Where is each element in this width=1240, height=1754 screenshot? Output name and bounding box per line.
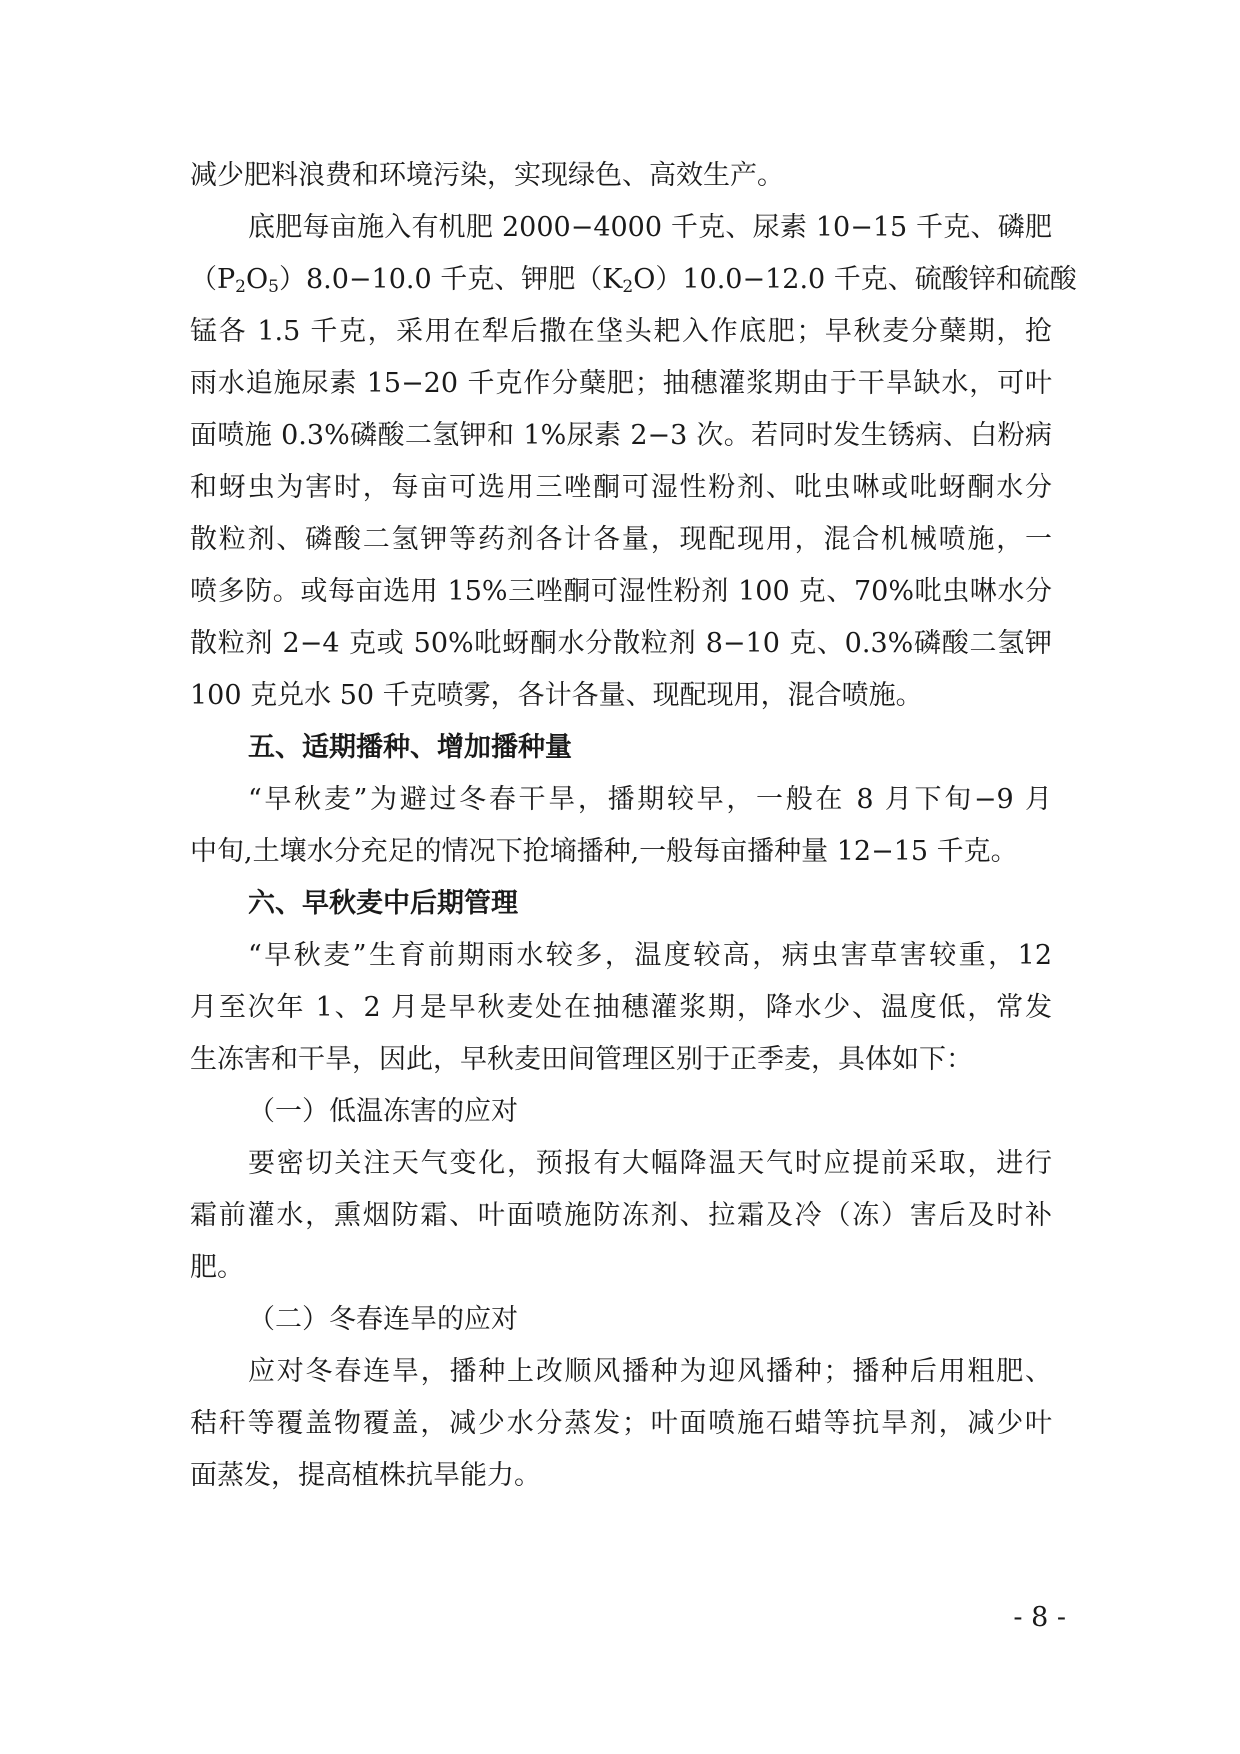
paragraph-line: “早秋麦”生育前期雨水较多，温度较高，病虫害草害较重，12 bbox=[248, 940, 1052, 971]
paragraph-line: 面蒸发，提高植株抗旱能力。 bbox=[190, 1460, 541, 1491]
paragraph-line: 减少肥料浪费和环境污染，实现绿色、高效生产。 bbox=[190, 160, 784, 191]
paragraph-line: 散粒剂、磷酸二氢钾等药剂各计各量，现配现用，混合机械喷施，一 bbox=[190, 524, 1052, 555]
paragraph-line: 锰各 1.5 千克，采用在犁后撒在垡头耙入作底肥；早秋麦分蘖期，抢 bbox=[190, 316, 1052, 347]
document-body bbox=[190, 150, 1077, 1502]
paragraph-line: 应对冬春连旱，播种上改顺风播种为迎风播种；播种后用粗肥、 bbox=[248, 1356, 1052, 1387]
paragraph-line: 中旬,土壤水分充足的情况下抢墒播种,一般每亩播种量 12−15 千克。 bbox=[190, 836, 1018, 867]
paragraph-line: 霜前灌水，熏烟防霜、叶面喷施防冻剂、拉霜及冷（冻）害后及时补 bbox=[190, 1200, 1052, 1231]
paragraph-line: $(P_2O_5)8.0-10.0$ 千克、钾肥$(K_2O)10.0-12.0$ 千克、硫酸锌和硫酸 bbox=[190, 264, 1077, 297]
paragraph-line: 散粒剂 2−4 克或 50%吡蚜酮水分散粒剂 8−10 克、0.3%磷酸二氢钾 bbox=[190, 628, 1052, 659]
section-heading: 六、早秋麦中后期管理 bbox=[248, 888, 518, 919]
paragraph-line: “早秋麦”为避过冬春干旱，播期较早，一般在 8 月下旬−9 月 bbox=[248, 784, 1052, 815]
paragraph-line: 秸秆等覆盖物覆盖，减少水分蒸发；叶面喷施石蜡等抗旱剂，减少叶 bbox=[190, 1408, 1052, 1439]
paragraph-line: 要密切关注天气变化，预报有大幅降温天气时应提前采取，进行 bbox=[248, 1148, 1052, 1179]
paragraph-line: 底肥每亩施入有机肥 2000−4000 千克、尿素 10−15 千克、磷肥 bbox=[248, 212, 1052, 243]
paragraph-line: 和蚜虫为害时，每亩可选用三唑酮可湿性粉剂、吡虫啉或吡蚜酮水分 bbox=[190, 472, 1052, 503]
subsection-heading: （一）低温冻害的应对 bbox=[248, 1096, 518, 1127]
paragraph-line: 生冻害和干旱，因此，早秋麦田间管理区别于正季麦，具体如下： bbox=[190, 1044, 973, 1075]
paragraph-line: 100 克兑水 50 千克喷雾，各计各量、现配现用，混合喷施。 bbox=[190, 680, 923, 711]
paragraph-line: 面喷施 0.3%磷酸二氢钾和 1%尿素 2−3 次。若同时发生锈病、白粉病 bbox=[190, 420, 1052, 451]
section-heading: 五、适期播种、增加播种量 bbox=[248, 732, 572, 763]
paragraph-line: 肥。 bbox=[190, 1252, 244, 1283]
subsection-heading: （二）冬春连旱的应对 bbox=[248, 1304, 518, 1335]
paragraph-line: 雨水追施尿素 15−20 千克作分蘖肥；抽穗灌浆期由于干旱缺水，可叶 bbox=[190, 368, 1052, 399]
paragraph-line: 月至次年 1、2 月是早秋麦处在抽穗灌浆期，降水少、温度低，常发 bbox=[190, 992, 1052, 1023]
page-number: - 8 - bbox=[1013, 1602, 1066, 1633]
paragraph-line: 喷多防。或每亩选用 15%三唑酮可湿性粉剂 100 克、70%吡虫啉水分 bbox=[190, 576, 1052, 607]
